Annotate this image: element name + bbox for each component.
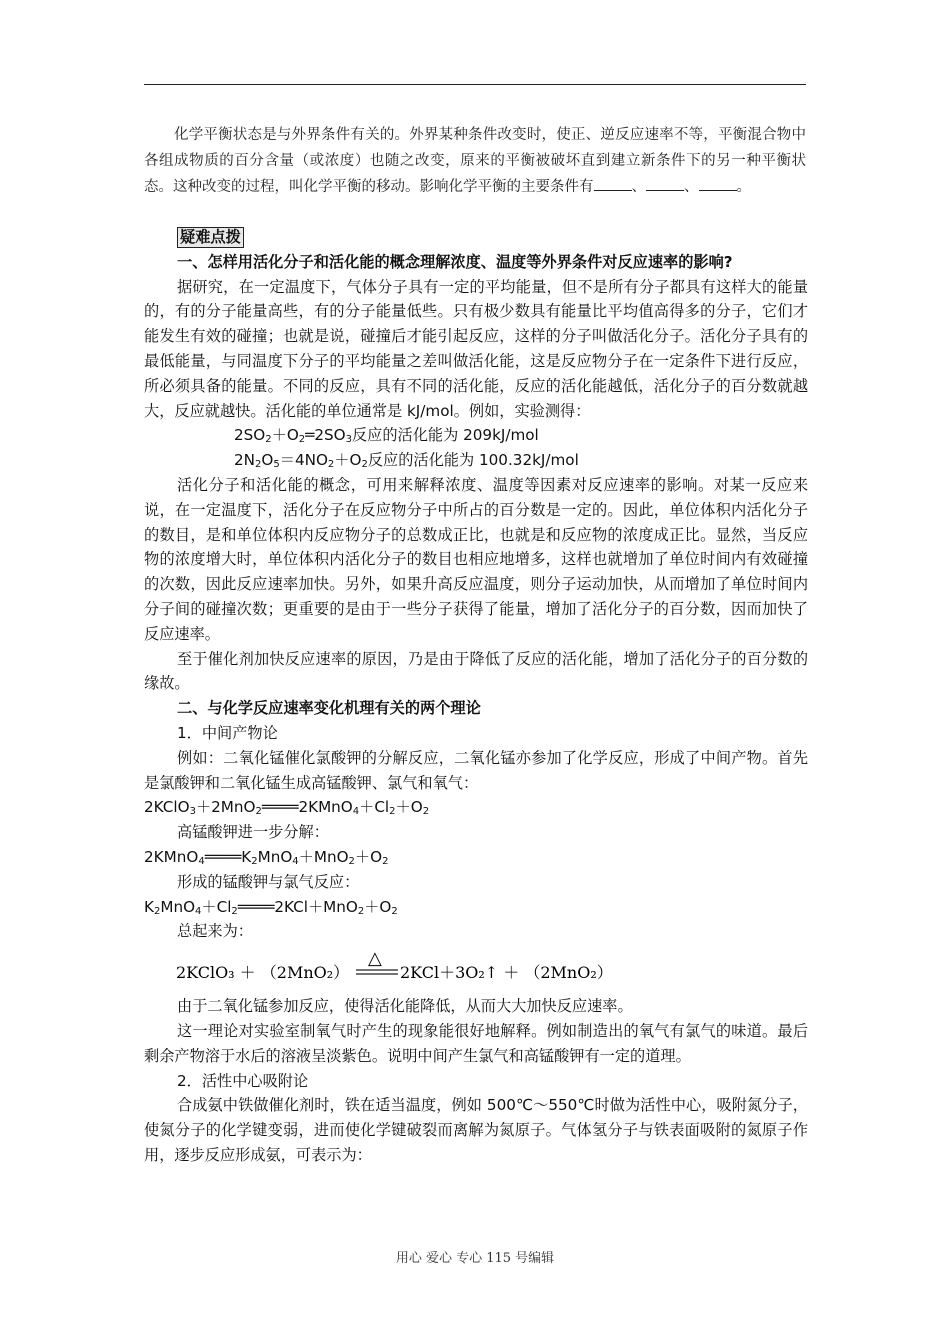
overall-reaction-figure — [176, 946, 796, 992]
equation-n2o5: $2N_2O_5=4NO_2+O_2$反应的活化能为 100.32kJ/mol — [234, 451, 579, 471]
reaction-2: $2KMnO_4════K_2MnO_4+MnO_2+O_2$ — [144, 847, 389, 867]
reaction-1: $2KClO_3+2MnO_2════2KMnO_4+Cl_2+O_2$ — [144, 798, 430, 818]
answer-blank[interactable] — [699, 176, 737, 191]
overall-left: 2KClO₃ ＋ （2MnO₂） — [176, 963, 350, 983]
heat-triangle: △ — [368, 948, 382, 970]
paragraph-activation: 据研究，在一定温度下，气体分子具有一定的平均能量，但不是所有分子都具有这样大的能量的，有的分子能量高些，有的分子能量低些。只有极少数具有能量比平均值高得多的分子，它们才能发生有效的碰撞；也就是说，碰撞后才能引起反应，这样的分子叫做活化分子。活化分子具有的最低能量，与同温度下分子的平均能量之差叫做活化能，这是反应物分子在一定条件下进行反应，所必须具备的能量。不同的反应，具有不同的活化能，反应的活化能越低，活化分子的百分数就越大，反应就越快。活化能的单位通常是 kJ/mol。例如，实验测得： — [144, 277, 808, 420]
heading-2: 二、与化学反应速率变化机理有关的两个理论 — [177, 699, 481, 718]
overall-reaction — [144, 944, 808, 994]
equation-so2: $2SO_2+O_2═2SO_3$反应的活化能为 209kJ/mol — [234, 426, 539, 446]
page-footer: 用心 爱心 专心 115 号编辑 — [395, 1251, 555, 1266]
line-kmno4: 高锰酸钾进一步分解： — [177, 823, 329, 842]
intro-text: 化学平衡状态是与外界条件有关的。外界某种条件改变时，使正、逆反应速率不等，平衡混合物中各组成物质的百分含量（或浓度）也随之改变，原来的平衡被破坏直到建立新条件下的另一种平衡状态。这种改变的过程，叫化学平衡的移动。影响化学平衡的主要条件有 — [144, 127, 806, 195]
paragraph-explanation: 活化分子和活化能的概念，可用来解释浓度、温度等因素对反应速率的影响。对某一反应来说，在一定温度下，活化分子在反应物分子中所占的百分数是一定的。因此，单位体积内活化分子的数目，是和单位体积内反应物分子的总数成正比，也就是和反应物的浓度成正比。显然，当反应物的浓度增大时，单位体积内活化分子的数目也相应地增多，这样也就增加了单位时间内有效碰撞的次数，因此反应速率加快。另外，如果升高反应温度，则分子运动加快，从而增加了单位时间内分子间的碰撞次数；更重要的是由于一些分子获得了能量，增加了活化分子的百分数，因而加快了反应速率。 — [144, 475, 808, 643]
subheading-adsorption: 2．活性中心吸附论 — [177, 1071, 309, 1090]
paragraph-lab: 这一理论对实验室制氧气时产生的现象能很好地解释。例如制造出的氧气有氯气的味道。最后剩余产物溶于水后的溶液呈淡紫色。说明中间产生氯气和高锰酸钾有一定的道理。 — [144, 1021, 808, 1065]
section-tag: 疑难点拨 — [177, 227, 244, 248]
blank-separator: 、 — [684, 179, 699, 195]
main-content — [144, 225, 808, 1168]
paragraph-conclusion: 由于二氧化锰参加反应，使得活化能降低，从而大大加快反应速率。 — [177, 997, 633, 1016]
intro-paragraph — [144, 122, 806, 200]
reaction-3: $K_2MnO_4+Cl_2════2KCl+MnO_2+O_2$ — [144, 897, 398, 917]
subheading-intermediate: 1．中间产物论 — [177, 723, 278, 742]
blank-separator: 、 — [631, 179, 646, 195]
heading-1: 一、怎样用活化分子和活化能的概念理解浓度、温度等外界条件对反应速率的影响? — [177, 252, 733, 271]
paragraph-ammonia: 合成氨中铁做催化剂时，铁在适当温度，例如 500℃～550℃时做为活性中心，吸附氮分子，使氮分子的化学键变弱，进而使化学键破裂而离解为氮原子。气体氢分子与铁表面吸附的氮原子作用，逐步反应形成氨，可表示为： — [144, 1096, 808, 1164]
answer-blank[interactable] — [594, 176, 632, 191]
blank-end: 。 — [736, 179, 751, 195]
line-total: 总起来为： — [177, 922, 253, 941]
line-k2mno4: 形成的锰酸钾与氯气反应： — [177, 872, 360, 891]
paragraph-example: 例如：二氧化锰催化氯酸钾的分解反应，二氧化锰亦参加了化学反应，形成了中间产物。首先是氯酸钾和二氧化锰生成高锰酸钾、氯气和氧气： — [144, 748, 808, 792]
header-rule — [144, 84, 806, 85]
answer-blank[interactable] — [646, 176, 684, 191]
paragraph-catalyst: 至于催化剂加快反应速率的原因，乃是由于降低了反应的活化能，增加了活化分子的百分数的缘故。 — [144, 649, 808, 693]
overall-right: 2KCl＋3O₂↑ ＋ （2MnO₂） — [400, 963, 613, 983]
